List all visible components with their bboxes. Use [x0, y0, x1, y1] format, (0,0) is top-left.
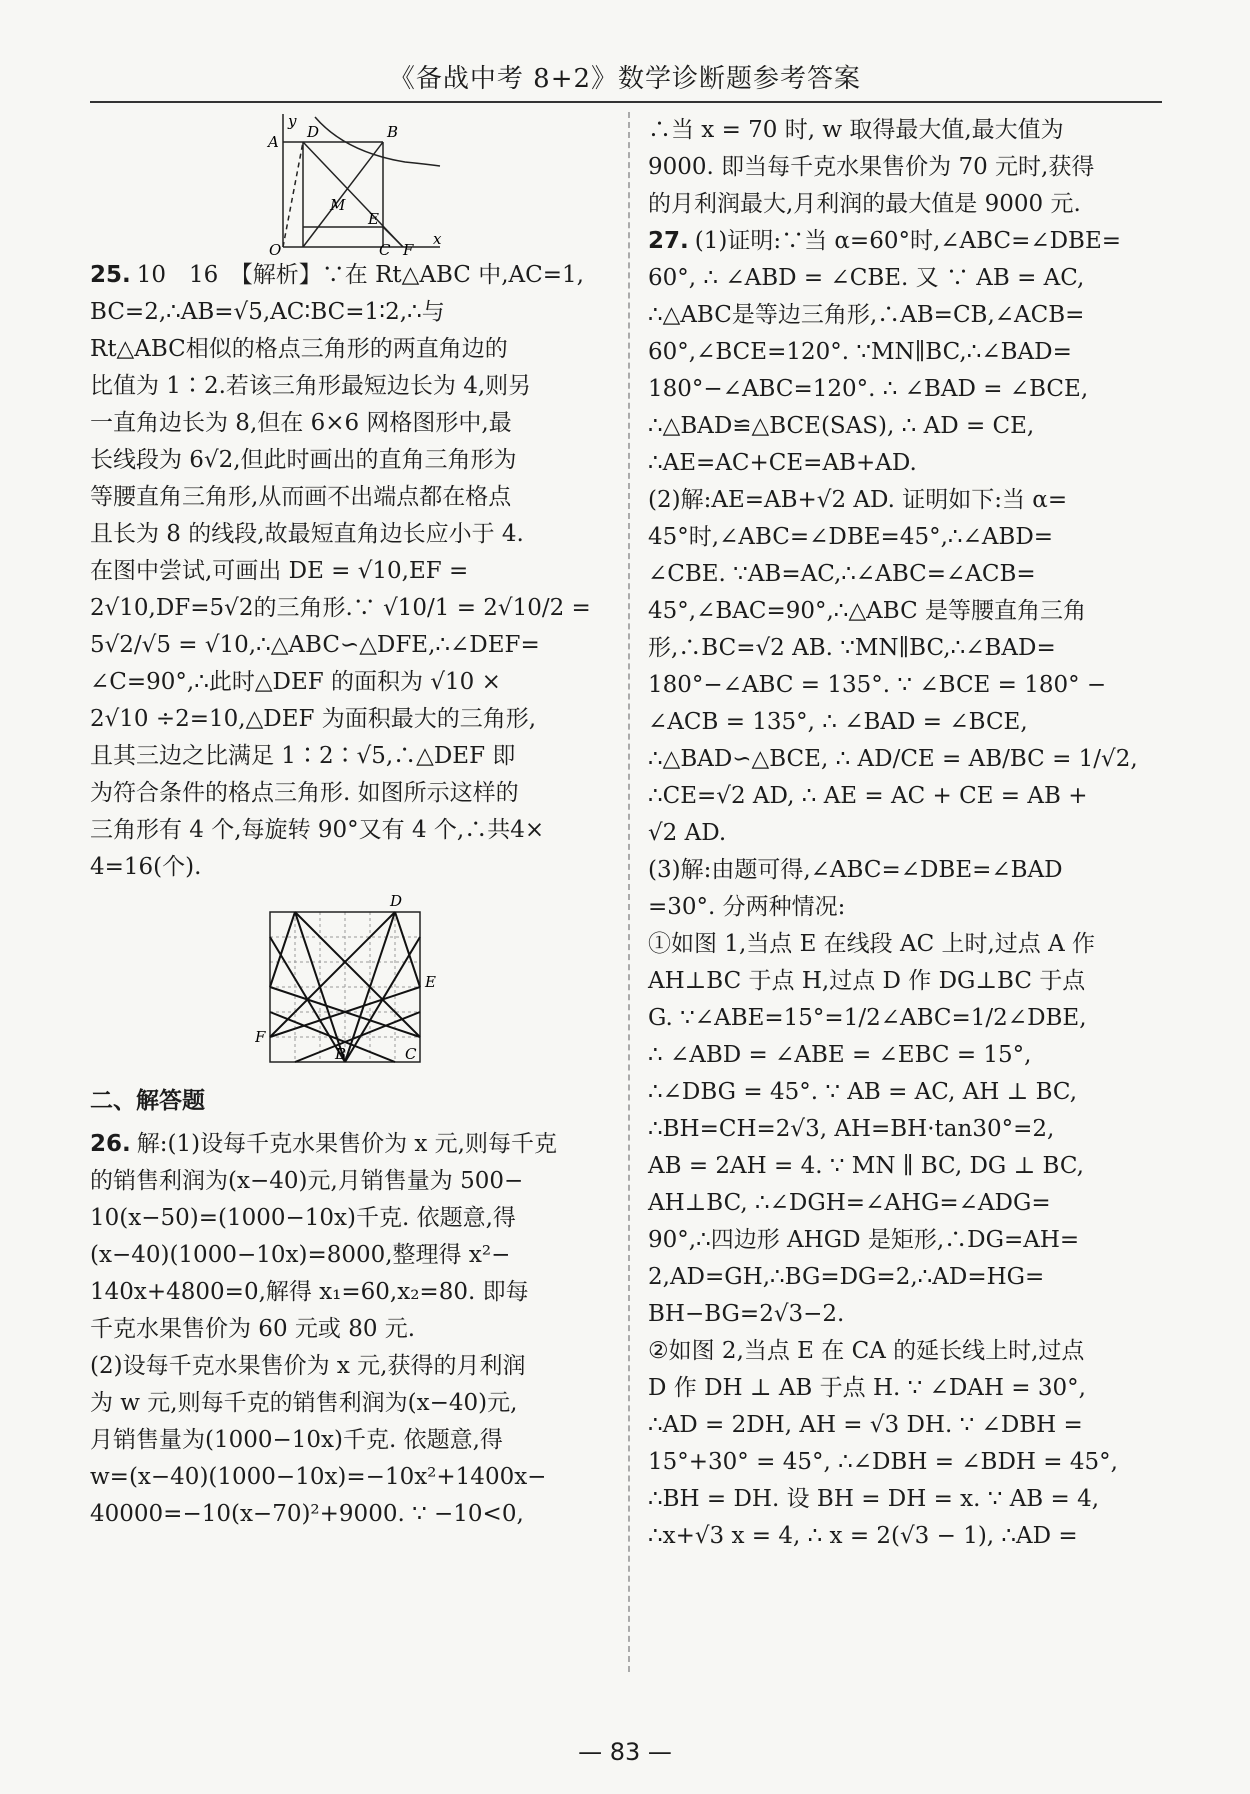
page-number: — 83 — [578, 1738, 672, 1766]
q25-number: 25. [90, 262, 131, 288]
q27-number: 27. [648, 228, 689, 254]
q25-line: Rt△ABC相似的格点三角形的两直角边的 [90, 336, 508, 362]
q25-line: 且其三边之比满足 1∶2∶√5,∴△DEF 即 [90, 743, 516, 769]
q27-block [648, 223, 1163, 1555]
column-divider [628, 112, 630, 1672]
q27-line: 60°, ∴ ∠ABD = ∠CBE. 又 ∵ AB = AC, [648, 265, 1085, 291]
fig1-label-e: E [368, 210, 379, 228]
q25-line: ∠C=90°,∴此时△DEF 的面积为 √10 × [90, 669, 501, 695]
fig2-label-f: F [255, 1028, 266, 1046]
q26-line: 的销售利润为(x−40)元,月销售量为 500− [90, 1168, 524, 1194]
q25-line: 长线段为 6√2,但此时画出的直角三角形为 [90, 447, 517, 473]
q27-line: 90°,∴四边形 AHGD 是矩形,∴DG=AH= [648, 1227, 1080, 1253]
q27-line: ∴∠DBG = 45°. ∵ AB = AC, AH ⊥ BC, [648, 1079, 1078, 1105]
q27-line: 60°,∠BCE=120°. ∵MN∥BC,∴∠BAD= [648, 339, 1072, 365]
section-title: 二、解答题 [90, 1088, 205, 1114]
fig2-label-b: B [335, 1045, 347, 1063]
q27-line: =30°. 分两种情况: [648, 894, 846, 920]
q25-line: 为符合条件的格点三角形. 如图所示这样的 [90, 780, 519, 806]
q27-line: (1)证明:∵当 α=60°时,∠ABC=∠DBE= [694, 228, 1122, 254]
q26-number: 26. [90, 1131, 131, 1157]
q25-line: 4=16(个). [90, 854, 202, 880]
q26-line: 140x+4800=0,解得 x₁=60,x₂=80. 即每 [90, 1279, 529, 1305]
q27-line: 2,AD=GH,∴BG=DG=2,∴AD=HG= [648, 1264, 1045, 1290]
q25-line: 比值为 1∶2.若该三角形最短边长为 4,则另 [90, 373, 532, 399]
q26-line: (x−40)(1000−10x)=8000,整理得 x²− [90, 1242, 511, 1268]
q27-line: AB = 2AH = 4. ∵ MN ∥ BC, DG ⊥ BC, [648, 1153, 1084, 1179]
q26-block [90, 1126, 620, 1533]
q27-line: √2 AD. [648, 820, 727, 846]
fig2-label-e: E [425, 973, 436, 991]
q25-line: 5√2/√5 = √10,∴△ABC∽△DFE,∴∠DEF= [90, 632, 540, 658]
fig1-label-f: F [403, 241, 414, 257]
q27-line: 45°时,∠ABC=∠DBE=45°,∴∠ABD= [648, 524, 1054, 550]
q27-line: D 作 DH ⊥ AB 于点 H. ∵ ∠DAH = 30°, [648, 1375, 1086, 1401]
q27-line: ∴ ∠ABD = ∠ABE = ∠EBC = 15°, [648, 1042, 1032, 1068]
q25-line: 10 16 【解析】∵在 Rt△ABC 中,AC=1, [136, 262, 584, 288]
q27-line: ∴CE=√2 AD, ∴ AE = AC + CE = AB + [648, 783, 1088, 809]
q27-line: ∴AE=AC+CE=AB+AD. [648, 450, 917, 476]
q26-line: 40000=−10(x−70)²+9000. ∵ −10<0, [90, 1501, 524, 1527]
q26-line: 10(x−50)=(1000−10x)千克. 依题意,得 [90, 1205, 516, 1231]
q25-line: 2√10,DF=5√2的三角形.∵ √10/1 = 2√10/2 = [90, 595, 591, 621]
q27-line: ∴x+√3 x = 4, ∴ x = 2(√3 − 1), ∴AD = [648, 1523, 1078, 1549]
q27-line: 15°+30° = 45°, ∴∠DBH = ∠BDH = 45°, [648, 1449, 1118, 1475]
q27-line: ∴AD = 2DH, AH = √3 DH. ∵ ∠DBH = [648, 1412, 1083, 1438]
q25-line: BC=2,∴AB=√5,AC∶BC=1∶2,∴与 [90, 299, 445, 325]
header-title: 《备战中考 8+2》数学诊断题参考答案 [388, 64, 862, 94]
q27-line: 180°−∠ABC=120°. ∴ ∠BAD = ∠BCE, [648, 376, 1089, 402]
header-rule [90, 101, 1162, 103]
q25-line: 三角形有 4 个,每旋转 90°又有 4 个,∴共4× [90, 817, 545, 843]
fig2-label-d: D [390, 892, 403, 910]
fig1-label-d: D [307, 123, 320, 141]
page-header [90, 58, 1160, 104]
q27-line: ①如图 1,当点 E 在线段 AC 上时,过点 A 作 [648, 931, 1096, 957]
fig2-label-c: C [405, 1045, 417, 1063]
q27-line: (3)解:由题可得,∠ABC=∠DBE=∠BAD [648, 857, 1063, 883]
q27-line: 180°−∠ABC = 135°. ∵ ∠BCE = 180° − [648, 672, 1107, 698]
fig1-label-m: M [330, 196, 346, 214]
q26-line: w=(x−40)(1000−10x)=−10x²+1400x− [90, 1464, 547, 1490]
q27-line: AH⊥BC 于点 H,过点 D 作 DG⊥BC 于点 [648, 968, 1086, 994]
q27-line: 45°,∠BAC=90°,∴△ABC 是等腰直角三角 [648, 598, 1086, 624]
q25-line: 在图中尝试,可画出 DE = √10,EF = [90, 558, 469, 584]
fig1-label-x: x [433, 230, 442, 248]
q26-cont-line: 的月利润最大,月利润的最大值是 9000 元. [648, 191, 1081, 217]
q25-line: 且长为 8 的线段,故最短直角边长应小于 4. [90, 521, 524, 547]
q27-line: 形,∴BC=√2 AB. ∵MN∥BC,∴∠BAD= [648, 635, 1056, 661]
q27-line: AH⊥BC, ∴∠DGH=∠AHG=∠ADG= [648, 1190, 1051, 1216]
right-column [648, 112, 1163, 1555]
q27-line: ∠ACB = 135°, ∴ ∠BAD = ∠BCE, [648, 709, 1028, 735]
q27-line: ∴BH = DH. 设 BH = DH = x. ∵ AB = 4, [648, 1486, 1100, 1512]
q27-line: (2)解:AE=AB+√2 AD. 证明如下:当 α= [648, 487, 1068, 513]
q27-line: ∴△BAD∽△BCE, ∴ AD/CE = AB/BC = 1/√2, [648, 746, 1138, 772]
q25-line: 2√10 ÷2=10,△DEF 为面积最大的三角形, [90, 706, 537, 732]
figure-coordinate-graph [255, 112, 455, 257]
fig1-label-y: y [288, 112, 297, 130]
q26-line: (2)设每千克水果售价为 x 元,获得的月利润 [90, 1353, 526, 1379]
q26-line: 解:(1)设每千克水果售价为 x 元,则每千克 [136, 1131, 557, 1157]
q26-cont-line: 9000. 即当每千克水果售价为 70 元时,获得 [648, 154, 1095, 180]
q26-line: 月销售量为(1000−10x)千克. 依题意,得 [90, 1427, 503, 1453]
q26-line: 为 w 元,则每千克的销售利润为(x−40)元, [90, 1390, 518, 1416]
q27-line: BH−BG=2√3−2. [648, 1301, 845, 1327]
q27-line: ②如图 2,当点 E 在 CA 的延长线上时,过点 [648, 1338, 1085, 1364]
q27-line: G. ∵∠ABE=15°=1/2∠ABC=1/2∠DBE, [648, 1005, 1087, 1031]
fig1-label-b: B [387, 123, 399, 141]
q25-line: 等腰直角三角形,从而画不出端点都在格点 [90, 484, 512, 510]
q26-line: 千克水果售价为 60 元或 80 元. [90, 1316, 416, 1342]
q25-block [90, 257, 620, 886]
fig1-label-c: C [379, 241, 391, 257]
q27-line: ∠CBE. ∵AB=AC,∴∠ABC=∠ACB= [648, 561, 1036, 587]
figure-grid-triangles [255, 892, 455, 1077]
q27-line: ∴BH=CH=2√3, AH=BH·tan30°=2, [648, 1116, 1055, 1142]
left-column [90, 112, 620, 1533]
fig1-label-o: O [269, 241, 282, 257]
fig1-label-a: A [268, 133, 279, 151]
q26-continued [648, 112, 1163, 223]
q26-cont-line: ∴当 x = 70 时, w 取得最大值,最大值为 [648, 117, 1064, 143]
q27-line: ∴△BAD≌△BCE(SAS), ∴ AD = CE, [648, 413, 1035, 439]
q27-line: ∴△ABC是等边三角形,∴AB=CB,∠ACB= [648, 302, 1085, 328]
q25-line: 一直角边长为 8,但在 6×6 网格图形中,最 [90, 410, 512, 436]
